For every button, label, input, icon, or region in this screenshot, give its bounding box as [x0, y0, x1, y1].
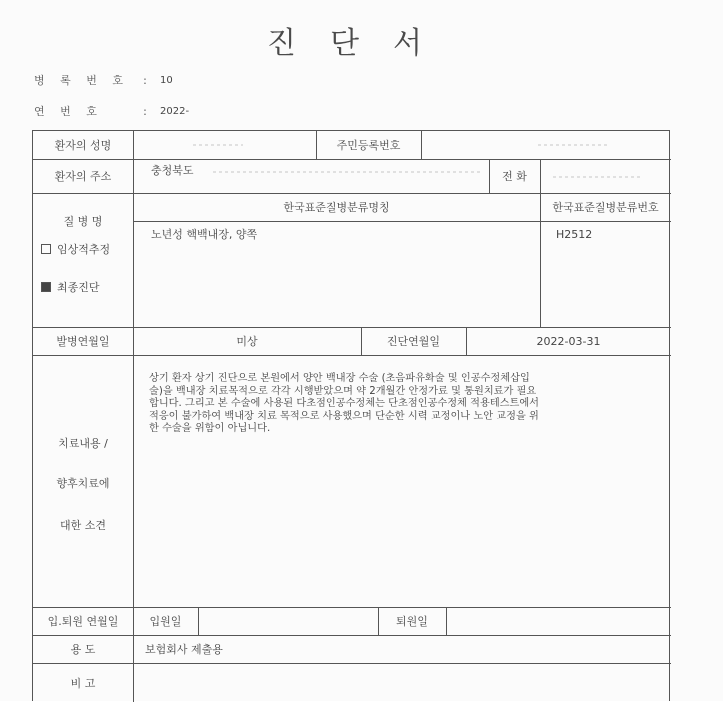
clinical-estimate-row — [41, 239, 133, 259]
serial-number-label: 연 번 호 — [34, 105, 103, 118]
clinical-estimate-checkbox — [41, 244, 51, 254]
column-divider — [540, 159, 541, 193]
admission-discharge-label: 입.퇴원 연월일 — [47, 615, 119, 628]
onset-date-label: 발병연월일 — [56, 335, 110, 348]
address-label: 환자의 주소 — [54, 170, 112, 183]
remarks-label: 비 고 — [70, 676, 96, 690]
kcd-code-header: 한국표준질병분류번호 — [552, 201, 659, 214]
final-diagnosis-checkbox — [41, 282, 51, 292]
treatment-label-line3: 대한 소견 — [59, 519, 106, 532]
diagnosis-name-value: 노년성 핵백내장, 양쪽 — [151, 228, 258, 241]
purpose-label: 용 도 — [70, 643, 96, 656]
diagnosis-code-value: H2512 — [556, 227, 593, 241]
record-number-value: 10 — [160, 74, 173, 86]
redacted-address — [213, 171, 483, 173]
resident-number-label: 주민등록번호 — [336, 139, 401, 152]
redacted-phone — [553, 176, 643, 178]
serial-number-row — [34, 103, 189, 119]
treatment-opinion-text: 상기 환자 상기 진단으로 본원에서 양안 백내장 수술 (초음파유화술 및 인공수정체삽입 술)을 백내장 치료목적으로 각각 시행받았으며 약 2개월간 안정가료 및 통원치료가 필요 합니다. 그리고 본 수술에 사용된 다초점인공수정체는 단초점인공수정체 적용테스트에서 적응이 불가하여 백내장 치료 목적으로 사용했으며 단순한 시력 교정이나 노안 교정을 위 한 수술을 위함이 아닙니다. — [149, 373, 540, 434]
kcd-name-header: 한국표준질병분류명칭 — [283, 201, 390, 214]
record-number-label: 병 록 번 호 — [34, 74, 129, 87]
column-divider — [198, 607, 199, 635]
document-title: 진단서 — [267, 26, 456, 61]
address-value: 충청북도 — [151, 164, 194, 177]
diagnosis-form-table — [32, 130, 670, 701]
column-divider — [446, 607, 447, 635]
disease-name-label: 질 병 명 — [63, 215, 103, 228]
treatment-label-line1: 치료내용 / — [58, 437, 108, 450]
diagnosis-date-label: 진단연월일 — [386, 335, 441, 348]
final-diagnosis-label: 최종진단 — [57, 281, 100, 294]
final-diagnosis-row — [41, 277, 133, 297]
column-divider — [421, 131, 422, 159]
treatment-label-line2: 향후치료에 — [56, 477, 110, 490]
onset-date-value: 미상 — [236, 335, 258, 348]
admission-date-label: 입원일 — [149, 615, 182, 628]
discharge-date-label: 퇴원일 — [396, 615, 428, 628]
diagnosis-date-value: 2022-03-31 — [536, 334, 601, 348]
serial-number-colon: : — [143, 104, 147, 118]
patient-name-label: 환자의 성명 — [54, 139, 112, 152]
row-divider — [133, 221, 671, 222]
redacted-resident-number — [538, 144, 608, 146]
record-number-row — [34, 72, 173, 88]
clinical-estimate-label: 임상적추정 — [57, 243, 111, 256]
row-divider — [33, 355, 671, 356]
serial-number-value: 2022- — [160, 105, 190, 117]
record-number-colon: : — [143, 73, 147, 87]
phone-label: 전 화 — [502, 170, 527, 183]
redacted-patient-name — [193, 144, 243, 146]
purpose-value: 보험회사 제출용 — [145, 643, 223, 656]
